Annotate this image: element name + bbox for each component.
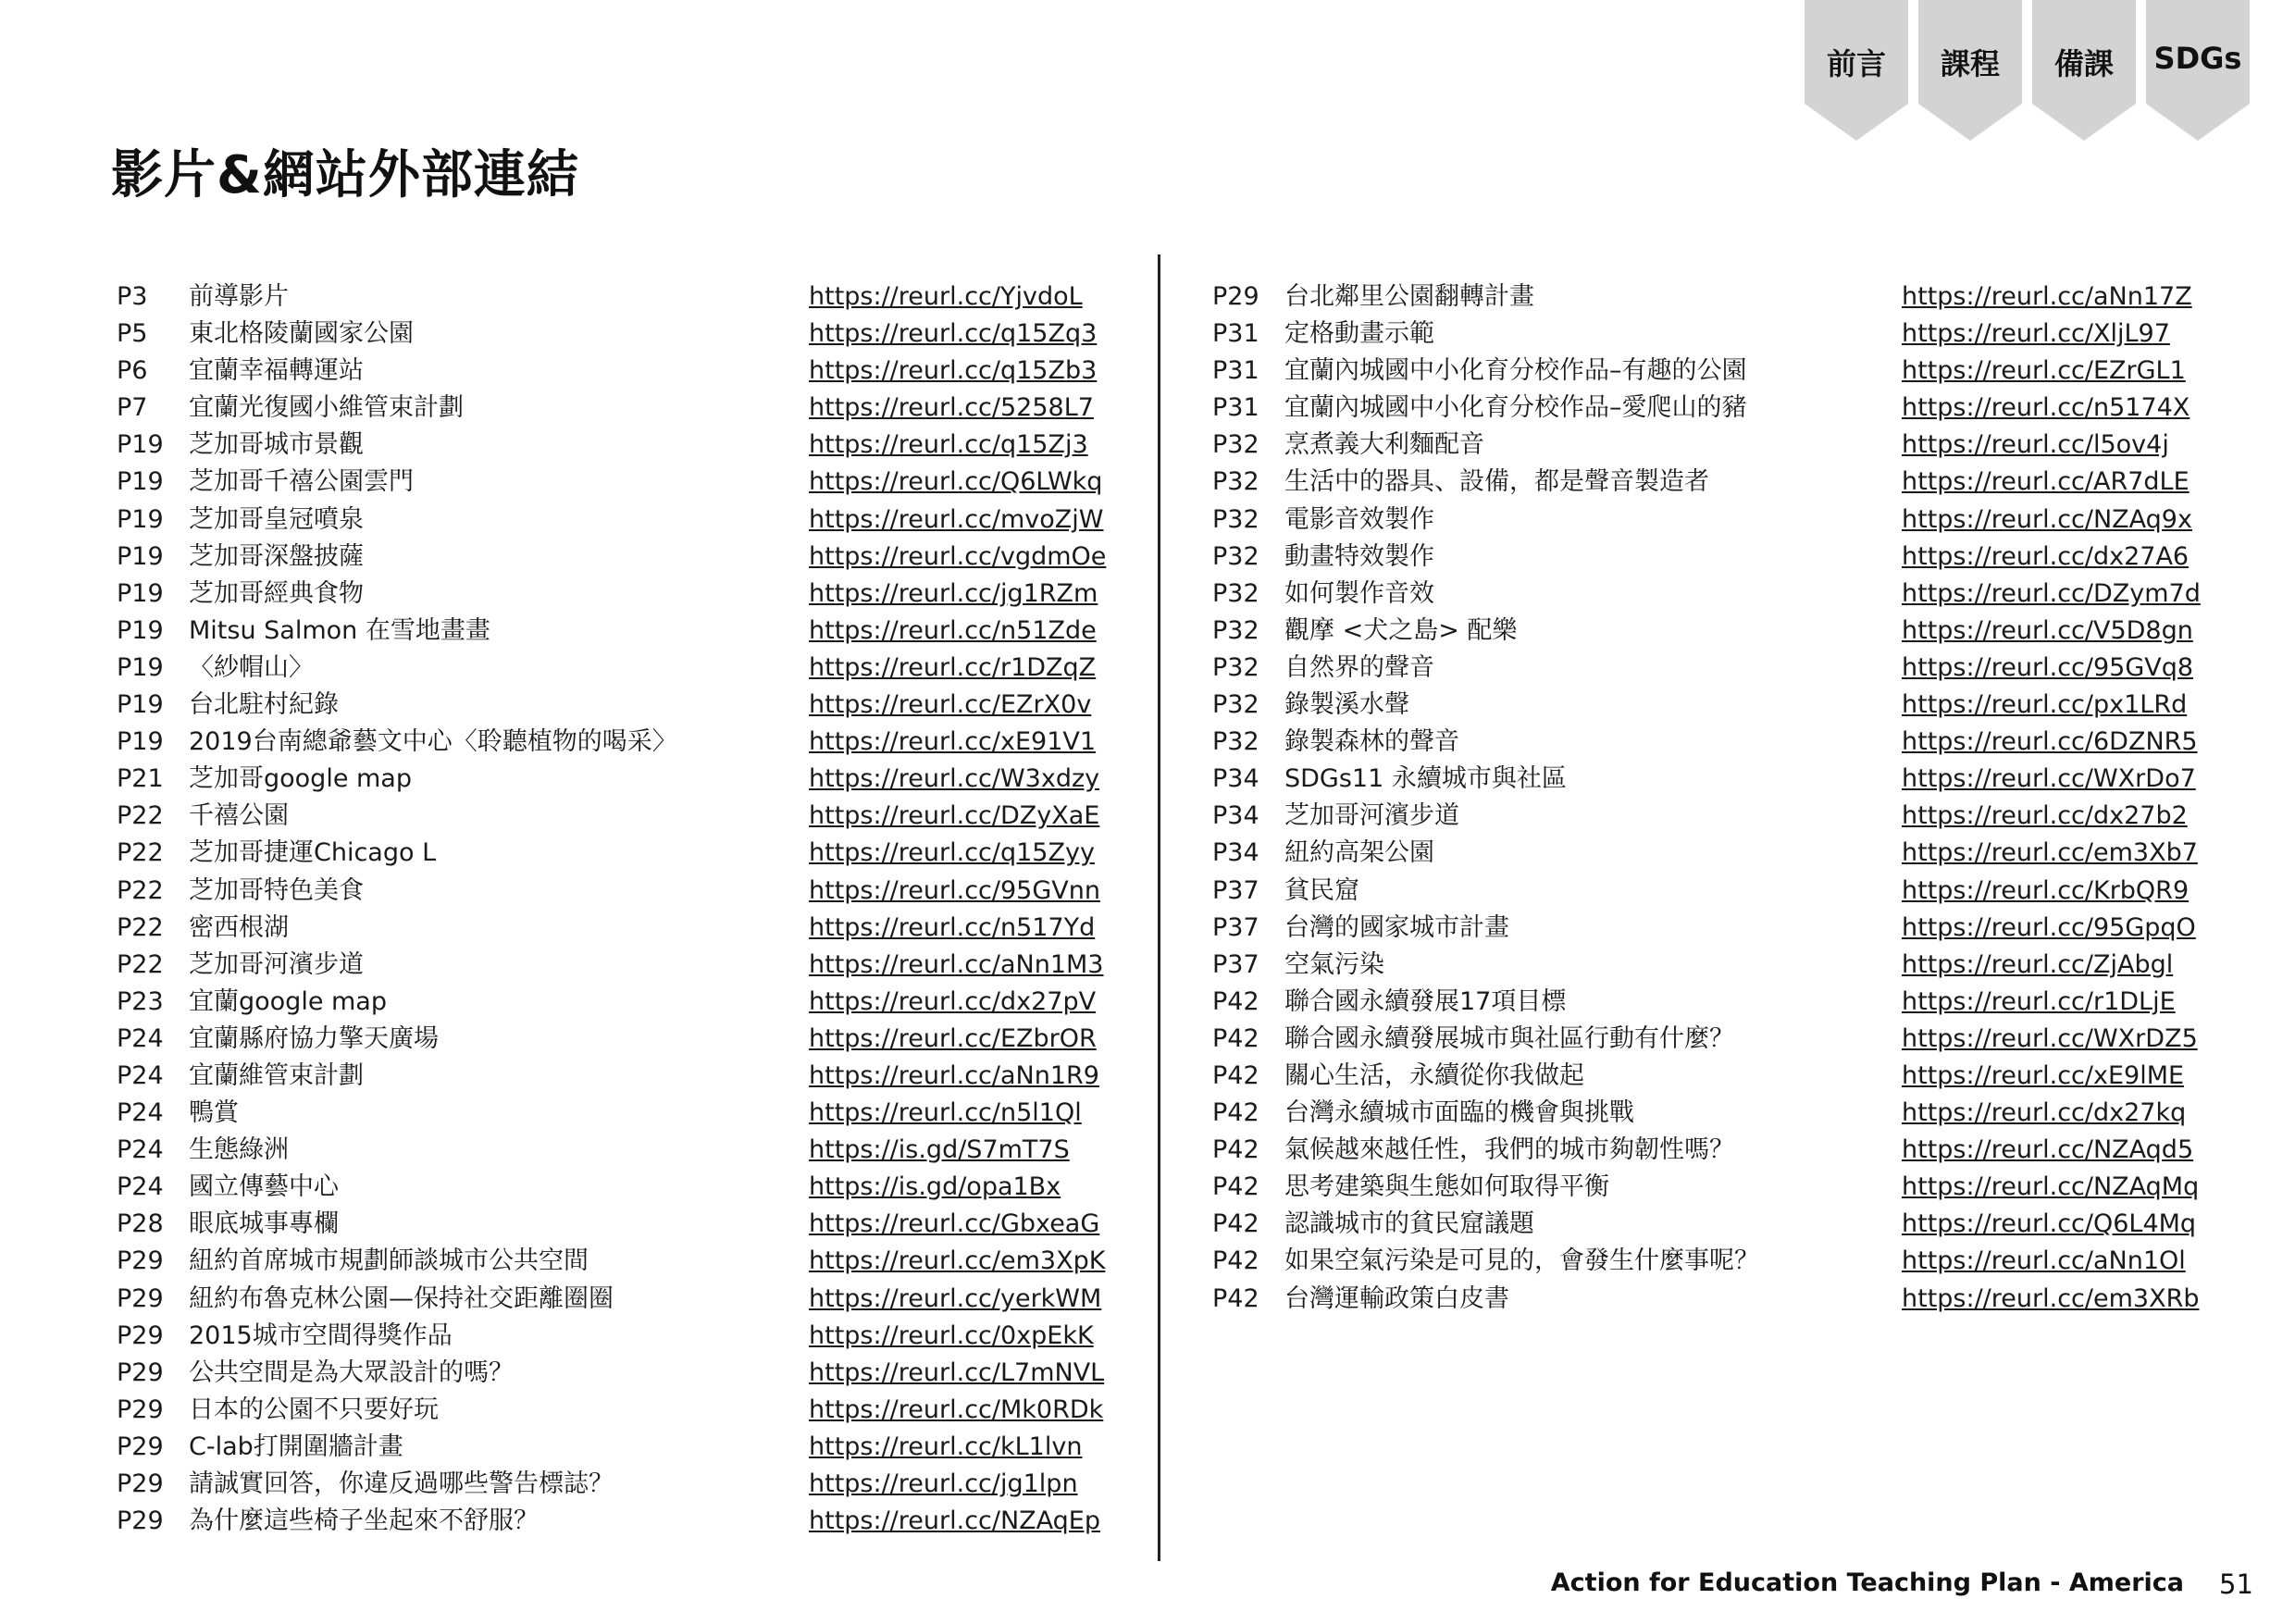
page-ref: P42 — [1212, 1098, 1259, 1128]
link-title: 認識城市的貧民窟議題 — [1284, 1209, 1534, 1239]
link-url[interactable]: https://reurl.cc/n5174X — [1902, 393, 2190, 423]
link-title: 芝加哥城市景觀 — [189, 430, 364, 460]
link-title: 芝加哥河濱步道 — [189, 949, 364, 979]
page-ref: P24 — [117, 1135, 164, 1165]
link-row — [1212, 1022, 2212, 1059]
link-title: 鴨賞 — [189, 1098, 239, 1128]
link-url[interactable]: https://reurl.cc/NZAq9x — [1902, 504, 2192, 534]
link-url[interactable]: https://reurl.cc/yerkWM — [809, 1283, 1102, 1313]
link-url[interactable]: https://reurl.cc/aNn1R9 — [809, 1060, 1099, 1090]
page-ref: P37 — [1212, 949, 1259, 979]
link-row — [1212, 836, 2212, 873]
link-title: 東北格陵蘭國家公園 — [189, 319, 414, 349]
link-url[interactable]: https://reurl.cc/95GVq8 — [1902, 652, 2194, 682]
link-url[interactable]: https://reurl.cc/V5D8gn — [1902, 615, 2193, 645]
link-row — [117, 1430, 1153, 1467]
link-url[interactable]: https://reurl.cc/dx27b2 — [1902, 801, 2188, 831]
page-ref: P32 — [1212, 541, 1259, 571]
link-title: 台北駐村紀錄 — [189, 690, 339, 720]
link-url[interactable]: https://reurl.cc/em3XRb — [1902, 1283, 2200, 1313]
link-row — [117, 428, 1153, 465]
link-url[interactable]: https://reurl.cc/n51Zde — [809, 615, 1097, 645]
link-url[interactable]: https://reurl.cc/px1LRd — [1902, 690, 2188, 720]
link-row — [117, 576, 1153, 614]
link-title: 聯合國永續發展17項目標 — [1284, 986, 1567, 1016]
page-ref: P3 — [117, 282, 148, 311]
link-row — [117, 1022, 1153, 1059]
link-title: 關心生活，永續從你我做起 — [1284, 1060, 1584, 1090]
link-row — [1212, 316, 2212, 353]
link-url[interactable]: https://reurl.cc/DZyXaE — [809, 801, 1100, 831]
link-title: 定格動畫示範 — [1284, 319, 1434, 349]
link-row — [1212, 725, 2212, 762]
link-url[interactable]: https://reurl.cc/95GpqO — [1902, 912, 2196, 942]
link-row — [1212, 948, 2212, 985]
link-title: 芝加哥特色美食 — [189, 875, 364, 905]
link-row — [117, 1356, 1153, 1393]
page-ref: P19 — [117, 652, 164, 682]
link-row — [1212, 428, 2212, 465]
page-ref: P29 — [117, 1432, 164, 1461]
link-title: 芝加哥皇冠噴泉 — [189, 504, 364, 534]
link-title: 公共空間是為大眾設計的嗎？ — [189, 1357, 514, 1387]
link-title: 請誠實回答，你違反過哪些警告標誌？ — [189, 1469, 614, 1498]
link-row — [117, 985, 1153, 1022]
page-ref: P28 — [117, 1209, 164, 1239]
page-ref: P32 — [1212, 652, 1259, 682]
link-url[interactable]: https://reurl.cc/jg1RZm — [809, 578, 1098, 608]
link-title: 宜蘭內城國中小化育分校作品–愛爬山的豬 — [1284, 393, 1747, 423]
link-title: 台北鄰里公園翻轉計畫 — [1284, 282, 1534, 311]
page-ref: P19 — [117, 615, 164, 645]
tab-label: SDGs — [2153, 41, 2242, 76]
link-row — [1212, 651, 2212, 688]
link-url[interactable]: https://reurl.cc/q15Zj3 — [809, 430, 1088, 460]
page-ref: P29 — [117, 1283, 164, 1313]
link-url[interactable]: https://reurl.cc/q15Zyy — [809, 838, 1095, 868]
page-ref: P19 — [117, 578, 164, 608]
page-ref: P19 — [117, 504, 164, 534]
link-row — [1212, 799, 2212, 836]
link-title: 生活中的器具、設備，都是聲音製造者 — [1284, 467, 1709, 497]
link-row — [1212, 465, 2212, 502]
page-ref: P32 — [1212, 690, 1259, 720]
link-title: 台灣永續城市面臨的機會與挑戰 — [1284, 1098, 1634, 1128]
link-title: 烹煮義大利麵配音 — [1284, 430, 1484, 460]
link-title: 芝加哥經典食物 — [189, 578, 364, 608]
link-title: 氣候越來越任性，我們的城市夠韌性嗎？ — [1284, 1135, 1734, 1165]
link-row — [1212, 1244, 2212, 1281]
link-row — [1212, 279, 2212, 316]
link-title: 眼底城事專欄 — [189, 1209, 339, 1239]
page-ref: P6 — [117, 356, 148, 386]
page-ref: P31 — [1212, 319, 1259, 349]
link-title: 台灣的國家城市計畫 — [1284, 912, 1509, 942]
page-ref: P19 — [117, 467, 164, 497]
link-row — [117, 1504, 1153, 1541]
link-url[interactable]: https://reurl.cc/dx27A6 — [1902, 541, 2190, 571]
link-url[interactable]: https://reurl.cc/Mk0RDk — [809, 1395, 1104, 1424]
link-url[interactable]: https://reurl.cc/xE9lME — [1902, 1060, 2185, 1090]
link-title: 紐約首席城市規劃師談城市公共空間 — [189, 1246, 589, 1276]
link-row — [117, 1059, 1153, 1096]
page-number: 51 — [2219, 1568, 2253, 1600]
link-url[interactable]: https://reurl.cc/aNn1M3 — [809, 949, 1104, 979]
page-title: 影片&網站外部連結 — [111, 145, 579, 205]
link-title: SDGs11 永續城市與社區 — [1284, 764, 1567, 794]
link-url[interactable]: https://reurl.cc/Q6LWkq — [809, 467, 1103, 497]
link-row — [117, 539, 1153, 576]
link-url[interactable]: https://reurl.cc/r1DZqZ — [809, 652, 1097, 682]
page-ref: P22 — [117, 875, 164, 905]
link-url[interactable]: https://reurl.cc/95GVnn — [809, 875, 1100, 905]
page-ref: P42 — [1212, 1060, 1259, 1090]
page-ref: P34 — [1212, 838, 1259, 868]
link-title: 為什麼這些椅子坐起來不舒服？ — [189, 1506, 539, 1536]
column-divider — [1158, 254, 1160, 1561]
link-url[interactable]: https://reurl.cc/em3Xb7 — [1902, 838, 2198, 868]
page-ref: P29 — [117, 1506, 164, 1536]
link-url[interactable]: https://reurl.cc/6DZNR5 — [1902, 727, 2198, 757]
link-url[interactable]: https://reurl.cc/NZAqEp — [809, 1506, 1101, 1536]
link-url[interactable]: https://reurl.cc/5258L7 — [809, 393, 1094, 423]
link-url[interactable]: https://reurl.cc/dx27pV — [809, 986, 1097, 1016]
link-url[interactable]: https://reurl.cc/l5ov4j — [1902, 430, 2169, 460]
link-url[interactable]: https://reurl.cc/NZAqd5 — [1902, 1135, 2194, 1165]
page-ref: P19 — [117, 690, 164, 720]
link-row — [1212, 1133, 2212, 1170]
link-row — [117, 614, 1153, 651]
link-url[interactable]: https://reurl.cc/dx27kq — [1902, 1098, 2187, 1128]
link-row — [117, 1244, 1153, 1281]
link-row — [117, 1170, 1153, 1207]
left-link-list — [117, 279, 1153, 1541]
link-title: 宜蘭內城國中小化育分校作品–有趣的公園 — [1284, 356, 1747, 386]
link-title: 宜蘭光復國小維管束計劃 — [189, 393, 464, 423]
page-ref: P42 — [1212, 1246, 1259, 1276]
link-title: 宜蘭幸福轉運站 — [189, 356, 364, 386]
link-title: 國立傳藝中心 — [189, 1172, 339, 1202]
link-row — [1212, 1059, 2212, 1096]
link-row — [117, 762, 1153, 799]
page-ref: P42 — [1212, 1023, 1259, 1053]
link-url[interactable]: https://reurl.cc/WXrDo7 — [1902, 764, 2196, 794]
link-title: 電影音效製作 — [1284, 504, 1434, 534]
link-row — [1212, 985, 2212, 1022]
page-ref: P24 — [117, 1172, 164, 1202]
link-url[interactable]: https://reurl.cc/aNn1Ol — [1902, 1246, 2186, 1276]
page-ref: P34 — [1212, 764, 1259, 794]
link-url[interactable]: https://reurl.cc/AR7dLE — [1902, 467, 2190, 497]
page-ref: P19 — [117, 430, 164, 460]
link-title: 動畫特效製作 — [1284, 541, 1434, 571]
link-url[interactable]: https://reurl.cc/W3xdzy — [809, 764, 1100, 794]
link-row — [1212, 1170, 2212, 1207]
page-ref: P21 — [117, 764, 164, 794]
link-url[interactable]: https://reurl.cc/0xpEkK — [809, 1320, 1094, 1350]
link-url[interactable]: https://reurl.cc/GbxeaG — [809, 1209, 1100, 1239]
link-row — [1212, 1096, 2212, 1133]
link-row — [117, 688, 1153, 725]
link-title: 紐約布魯克林公園—保持社交距離圈圈 — [189, 1283, 614, 1313]
link-url[interactable]: https://reurl.cc/n5l1Ql — [809, 1098, 1082, 1128]
link-row — [1212, 539, 2212, 576]
link-title: 思考建築與生態如何取得平衡 — [1284, 1172, 1609, 1202]
page-ref: P42 — [1212, 986, 1259, 1016]
link-title: 錄製森林的聲音 — [1284, 727, 1459, 757]
link-url[interactable]: https://reurl.cc/Q6L4Mq — [1902, 1209, 2197, 1239]
link-title: 芝加哥google map — [189, 764, 412, 794]
link-row — [117, 1393, 1153, 1430]
link-row — [117, 391, 1153, 428]
link-url[interactable]: https://reurl.cc/EZbrOR — [809, 1023, 1097, 1053]
page-ref: P23 — [117, 986, 164, 1016]
link-row — [117, 316, 1153, 353]
link-url[interactable]: https://reurl.cc/ZjAbgl — [1902, 949, 2174, 979]
link-row — [1212, 911, 2212, 948]
page-ref: P37 — [1212, 912, 1259, 942]
page-ref: P29 — [117, 1320, 164, 1350]
page-ref: P32 — [1212, 727, 1259, 757]
link-row — [117, 465, 1153, 502]
link-title: 如何製作音效 — [1284, 578, 1434, 608]
link-url[interactable]: https://reurl.cc/r1DLjE — [1902, 986, 2176, 1016]
link-row — [117, 948, 1153, 985]
link-url[interactable]: https://reurl.cc/KrbQR9 — [1902, 875, 2190, 905]
link-title: 芝加哥河濱步道 — [1284, 801, 1459, 831]
tab-label: 備課 — [2053, 46, 2114, 81]
link-row — [117, 651, 1153, 688]
tab-label: 課程 — [1940, 46, 2000, 81]
page-ref: P22 — [117, 801, 164, 831]
link-title: 紐約高架公園 — [1284, 838, 1434, 868]
link-row — [117, 1467, 1153, 1504]
link-url[interactable]: https://reurl.cc/n517Yd — [809, 912, 1096, 942]
link-title: 2019台南總爺藝文中心〈聆聽植物的喝采〉 — [189, 727, 677, 757]
tab-label: 前言 — [1826, 46, 1886, 81]
link-url[interactable]: https://reurl.cc/q15Zq3 — [809, 319, 1098, 349]
link-url[interactable]: https://reurl.cc/mvoZjW — [809, 504, 1104, 534]
link-url[interactable]: https://reurl.cc/xE91V1 — [809, 727, 1097, 757]
right-link-list — [1212, 279, 2212, 1319]
page-ref: P29 — [117, 1246, 164, 1276]
link-url[interactable]: https://is.gd/S7mT7S — [809, 1135, 1070, 1165]
tab-preface[interactable] — [1805, 0, 1908, 141]
link-row — [117, 1096, 1153, 1133]
page-ref: P32 — [1212, 430, 1259, 460]
tab-course[interactable] — [1918, 0, 2022, 141]
link-url[interactable]: https://reurl.cc/NZAqMq — [1902, 1172, 2200, 1202]
link-title: 生態綠洲 — [189, 1135, 289, 1165]
link-url[interactable]: https://reurl.cc/EZrGL1 — [1902, 356, 2186, 386]
link-url[interactable]: https://reurl.cc/jg1lpn — [809, 1469, 1078, 1498]
page-ref: P7 — [117, 393, 148, 423]
link-row — [1212, 688, 2212, 725]
link-title: 前導影片 — [189, 282, 289, 311]
link-title: C-lab打開圍牆計畫 — [189, 1432, 403, 1461]
page-ref: P5 — [117, 319, 148, 349]
link-row — [1212, 576, 2212, 614]
link-title: 貧民窟 — [1284, 875, 1359, 905]
page-ref: P24 — [117, 1023, 164, 1053]
link-url[interactable]: https://reurl.cc/em3XpK — [809, 1246, 1106, 1276]
tab-preparation[interactable] — [2032, 0, 2136, 141]
link-title: 觀摩 <犬之島> 配樂 — [1284, 615, 1518, 645]
page-ref: P24 — [117, 1098, 164, 1128]
page-ref: P42 — [1212, 1172, 1259, 1202]
page-ref: P42 — [1212, 1283, 1259, 1313]
link-url[interactable]: https://reurl.cc/YjvdoL — [809, 282, 1083, 311]
page-ref: P37 — [1212, 875, 1259, 905]
link-row — [1212, 762, 2212, 799]
link-url[interactable]: https://reurl.cc/aNn17Z — [1902, 282, 2192, 311]
link-title: Mitsu Salmon 在雪地畫畫 — [189, 615, 490, 645]
link-url[interactable]: https://is.gd/opa1Bx — [809, 1172, 1061, 1202]
link-url[interactable]: https://reurl.cc/kL1lvn — [809, 1432, 1083, 1461]
link-row — [1212, 614, 2212, 651]
link-url[interactable]: https://reurl.cc/q15Zb3 — [809, 356, 1098, 386]
link-title: 2015城市空間得獎作品 — [189, 1320, 453, 1350]
link-title: 空氣污染 — [1284, 949, 1384, 979]
link-row — [117, 279, 1153, 316]
link-row — [1212, 874, 2212, 911]
link-row — [1212, 353, 2212, 391]
link-url[interactable]: https://reurl.cc/WXrDZ5 — [1902, 1023, 2198, 1053]
link-title: 宜蘭google map — [189, 986, 387, 1016]
link-row — [117, 1282, 1153, 1319]
link-row — [117, 874, 1153, 911]
link-title: 如果空氣污染是可見的，會發生什麼事呢？ — [1284, 1246, 1759, 1276]
page-ref: P32 — [1212, 504, 1259, 534]
page-ref: P31 — [1212, 393, 1259, 423]
tab-sdgs[interactable] — [2146, 0, 2250, 141]
link-row — [117, 725, 1153, 762]
page-ref: P29 — [1212, 282, 1259, 311]
link-title: 宜蘭縣府協力擎天廣場 — [189, 1023, 439, 1053]
link-title: 芝加哥捷運Chicago L — [189, 838, 437, 868]
link-title: 自然界的聲音 — [1284, 652, 1434, 682]
page-ref: P19 — [117, 541, 164, 571]
link-row — [117, 502, 1153, 539]
page-ref: P22 — [117, 949, 164, 979]
link-title: 台灣運輸政策白皮書 — [1284, 1283, 1509, 1313]
page-ref: P32 — [1212, 615, 1259, 645]
footer-text: Action for Education Teaching Plan - America — [1550, 1568, 2184, 1597]
link-title: 日本的公園不只要好玩 — [189, 1395, 439, 1424]
link-title: 錄製溪水聲 — [1284, 690, 1409, 720]
link-title: 密西根湖 — [189, 912, 289, 942]
link-row — [117, 353, 1153, 391]
page-ref: P42 — [1212, 1209, 1259, 1239]
link-title: 〈紗帽山〉 — [189, 652, 314, 682]
page-ref: P29 — [117, 1395, 164, 1424]
page-ref: P19 — [117, 727, 164, 757]
page-ref: P22 — [117, 912, 164, 942]
link-url[interactable]: https://reurl.cc/DZym7d — [1902, 578, 2201, 608]
page-ref: P32 — [1212, 467, 1259, 497]
page-ref: P32 — [1212, 578, 1259, 608]
link-title: 宜蘭維管束計劃 — [189, 1060, 364, 1090]
page-ref: P29 — [117, 1469, 164, 1498]
page-ref: P42 — [1212, 1135, 1259, 1165]
link-row — [117, 799, 1153, 836]
link-title: 聯合國永續發展城市與社區行動有什麼？ — [1284, 1023, 1734, 1053]
link-title: 芝加哥千禧公園雲門 — [189, 467, 414, 497]
link-url[interactable]: https://reurl.cc/L7mNVL — [809, 1357, 1105, 1387]
link-title: 芝加哥深盤披薩 — [189, 541, 364, 571]
page-ref: P31 — [1212, 356, 1259, 386]
link-url[interactable]: https://reurl.cc/EZrX0v — [809, 690, 1092, 720]
link-row — [1212, 502, 2212, 539]
page-ref: P34 — [1212, 801, 1259, 831]
link-url[interactable]: https://reurl.cc/XljL97 — [1902, 319, 2170, 349]
link-row — [1212, 1207, 2212, 1244]
link-row — [117, 836, 1153, 873]
link-row — [117, 1207, 1153, 1244]
link-row — [1212, 1282, 2212, 1319]
page-ref: P24 — [117, 1060, 164, 1090]
link-url[interactable]: https://reurl.cc/vgdmOe — [809, 541, 1107, 571]
link-row — [117, 911, 1153, 948]
link-row — [117, 1319, 1153, 1356]
page-ref: P29 — [117, 1357, 164, 1387]
page-ref: P22 — [117, 838, 164, 868]
link-title: 千禧公園 — [189, 801, 289, 831]
top-nav-tabs — [1805, 0, 2256, 148]
link-row — [117, 1133, 1153, 1170]
link-row — [1212, 391, 2212, 428]
